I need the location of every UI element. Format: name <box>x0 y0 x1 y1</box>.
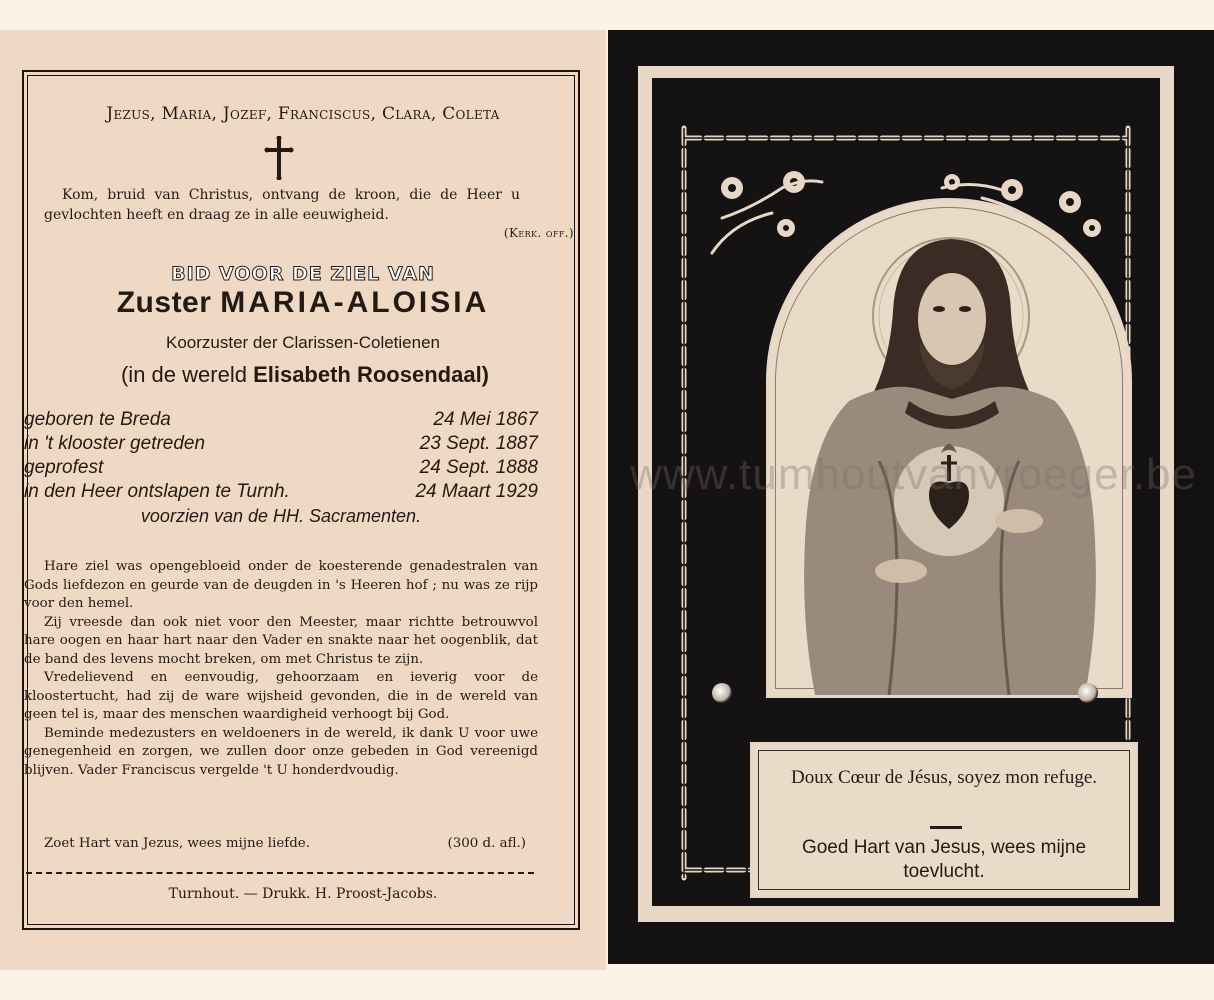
deceased-name <box>0 286 606 320</box>
holy-names-line: Jezus, Maria, Jozef, Franciscus, Clara, Coleta <box>106 104 500 124</box>
eulogy-paragraph: Vredelievend en eenvoudig, gehoorzaam en ieverig voor de kloostertucht, had zij de ware wijsheid gevonden, die in de wereld van geen tel is, maar des menschen waardigheid verhoogt bij God. <box>24 670 538 722</box>
sacred-heart-jesus-icon <box>769 201 1129 695</box>
fact-date: 23 Sept. 1887 <box>419 433 538 454</box>
ornament-stud-icon <box>1078 683 1098 703</box>
indulgence-note: (300 d. afl.) <box>447 836 526 851</box>
closing-line <box>44 836 526 851</box>
life-facts <box>24 408 538 528</box>
eulogy-paragraph: Hare ziel was opengebloeid onder de koesterende genadestralen van Gods liefdezon en geurde van de deugden in 's Heeren hof ; nu was ze rijp voor den hemel. <box>24 559 538 611</box>
fact-date: 24 Maart 1929 <box>415 481 538 502</box>
cross-icon <box>264 136 294 180</box>
prayer-panel <box>750 742 1138 898</box>
worldly-name <box>20 362 590 388</box>
bid-heading: BID VOOR DE ZIEL VAN <box>171 263 435 285</box>
fact-label: geprofest <box>24 457 104 478</box>
religious-role: Koorzuster der Clarissen-Coletienen <box>165 333 441 352</box>
fact-date: 24 Mei 1867 <box>433 409 538 430</box>
name-prefix: Zuster <box>116 286 212 319</box>
fact-row <box>24 432 538 456</box>
prayer-separator <box>930 826 962 829</box>
world-name: Elisabeth Roosendaal) <box>253 362 490 387</box>
fact-date: 24 Sept. 1888 <box>419 457 538 478</box>
dotted-divider <box>26 872 534 874</box>
verse-source: (Kerk. off.) <box>503 226 574 240</box>
eulogy-text <box>24 558 538 780</box>
left-memorial-card <box>0 30 606 970</box>
fact-label: geboren te Breda <box>24 409 171 430</box>
eulogy-paragraph: Zij vreesde dan ook niet voor den Meester, maar richtte betrouwvol hare oogen en haar hart naar den Vader en snakte naar het oogenblik, dat de band des levens mocht breken, om met Christus te zijn. <box>24 614 538 667</box>
printer-credit: Turnhout. — Drukk. H. Proost-Jacobs. <box>168 886 438 902</box>
prayer-dutch: Goed Hart van Jesus, wees mijne toevlucht. <box>801 837 1087 882</box>
scripture-verse: Kom, bruid van Christus, ontvang de kroon, die de Heer u gevlochten heeft en draag ze in alle eeuwigheid. <box>44 187 520 223</box>
prayer-french: Doux Cœur de Jésus, soyez mon refuge. <box>790 767 1098 788</box>
eulogy-paragraph: Beminde medezusters en weldoeners in de wereld, ik dank U voor uwe genegenheid en zorgen, we zullen door onze gebeden in God vereenigd blijven. Vader Franciscus vergelde 't U honderdvoudig. <box>24 725 538 778</box>
fact-row <box>24 456 538 480</box>
fact-label: in den Heer ontslapen te Turnh. <box>24 481 290 502</box>
world-prefix: (in de wereld <box>120 362 247 387</box>
name-main: MARIA-ALOISIA <box>220 286 490 319</box>
sacred-heart-image-frame <box>766 198 1132 698</box>
sacraments-line: voorzien van de HH. Sacramenten. <box>140 506 422 526</box>
fact-row <box>24 480 538 504</box>
fact-label: in 't klooster getreden <box>24 433 206 454</box>
site-watermark: www.tumhoutvanvroeger.be <box>630 450 1197 499</box>
ornament-stud-icon <box>712 683 732 703</box>
closing-prayer: Zoet Hart van Jezus, wees mijne liefde. <box>44 836 310 851</box>
fact-row <box>24 408 538 432</box>
